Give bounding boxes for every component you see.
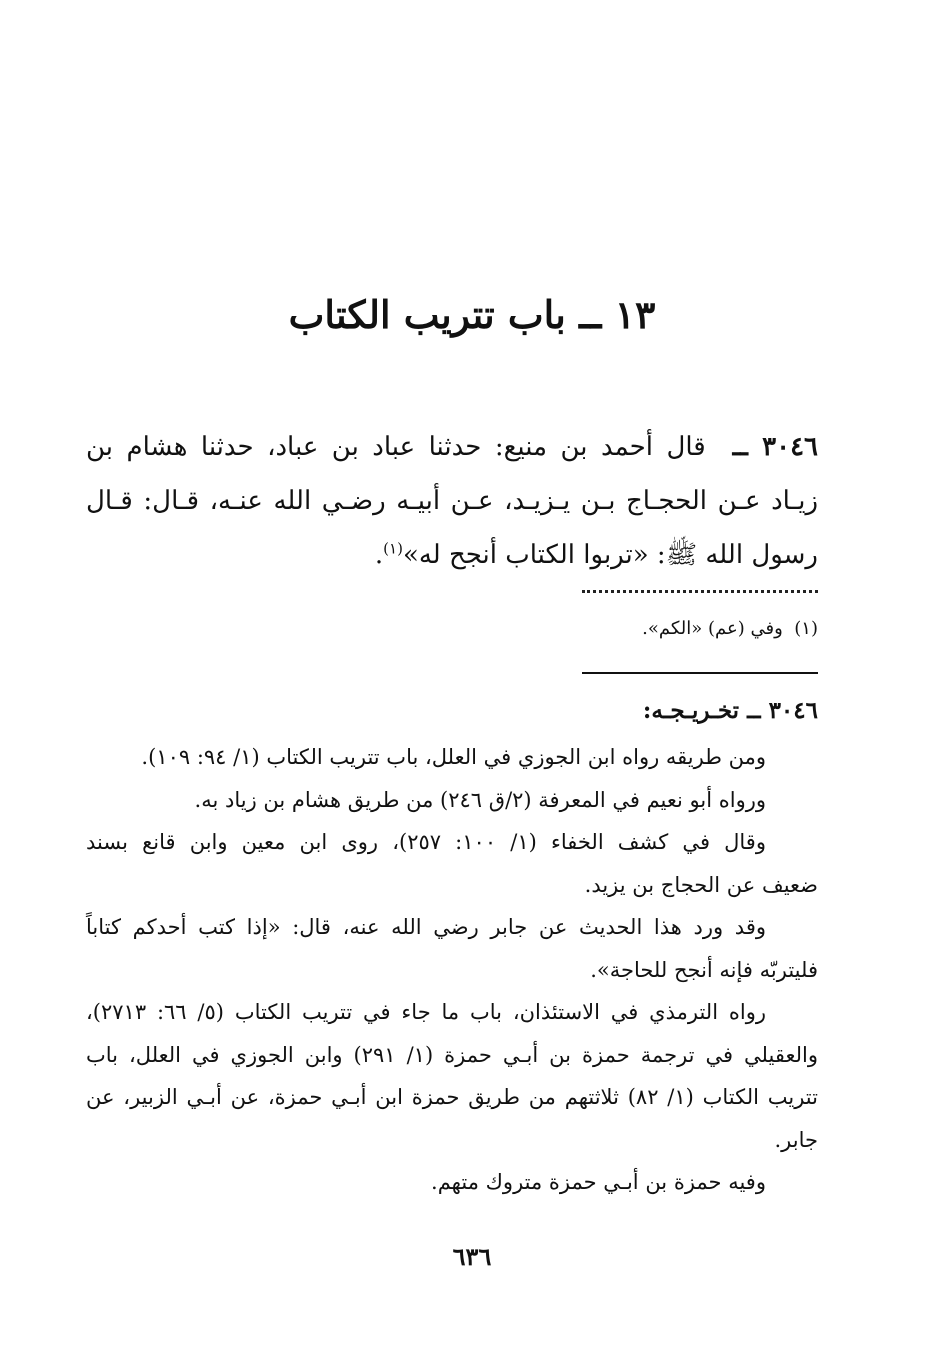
- footnote-reference: (١): [383, 539, 403, 558]
- hadith-text: [86, 420, 818, 582]
- takhrij-line-3: وقال في كشف الخفاء (١/ ١٠٠: ٢٥٧)، روى ابن معين وابن قانع بسند: [86, 830, 766, 854]
- takhrij-line-8: والعقيلي في ترجمة حمزة بن أبـي حمزة (١/ ٢٩١) وابن الجوزي في العلل، باب: [86, 1042, 818, 1067]
- takhrij-line-1: ومن طريقه رواه ابن الجوزي في العلل، باب تتريب الكتاب (١/ ٩٤: ١٠٩).: [141, 745, 766, 769]
- footnote-text: وفي (عم) «الكم».: [642, 618, 783, 639]
- page-number: ٦٣٦: [452, 1242, 492, 1271]
- footnote-separator: [582, 590, 818, 599]
- takhrij-line-4: ضعيف عن الحجاج بن يزيد.: [584, 872, 818, 897]
- takhrij-heading: ٣٠٤٦ ــ تخـريـجـه:: [642, 697, 818, 724]
- footnote-marker: (١): [794, 618, 818, 639]
- takhrij-line-10: جابر.: [774, 1127, 818, 1152]
- section-divider: [582, 672, 818, 674]
- takhrij-line-6: فليتربّه فإنه أنجح للحاجة».: [590, 957, 818, 982]
- takhrij-body: [86, 736, 818, 1204]
- hadith-line-2: زيـاد عـن الحجـاج بـن يـزيـد، عـن أبيـه رضـي الله عنـه، قـال: قـال: [86, 486, 818, 516]
- takhrij-line-11: وفيه حمزة بن أبـي حمزة متروك متهم.: [431, 1170, 766, 1194]
- hadith-line-1-text: قال أحمد بن منيع: حدثنا عباد بن عباد، حدثنا هشام بن: [86, 432, 706, 462]
- takhrij-line-7: رواه الترمذي في الاستئذان، باب ما جاء في تتريب الكتاب (٥/ ٦٦: ٢٧١٣)،: [86, 1000, 766, 1024]
- hadith-number: ٣٠٤٦ ــ: [732, 432, 819, 462]
- takhrij-line-2: ورواه أبو نعيم في المعرفة (٢/ق ٢٤٦) من طريق هشام بن زياد به.: [194, 787, 766, 812]
- hadith-line-1: [86, 420, 818, 474]
- chapter-title: ١٣ ــ باب تتريب الكتاب: [288, 292, 656, 337]
- hadith-end-punct: .: [374, 540, 384, 570]
- takhrij-line-5: وقد ورد هذا الحديث عن جابر رضي الله عنه، قال: «إذا كتب أحدكم كتاباً: [86, 915, 766, 939]
- takhrij-line-9: تتريب الكتاب (١/ ٨٢) ثلاثتهم من طريق حمزة ابن أبـي حمزة، عن أبـي الزبير، عن: [86, 1085, 818, 1109]
- footnote: [300, 614, 818, 644]
- hadith-line-3-text: رسول الله ﷺ: «تربوا الكتاب أنجح له»: [402, 540, 818, 570]
- hadith-line-3: [86, 528, 818, 582]
